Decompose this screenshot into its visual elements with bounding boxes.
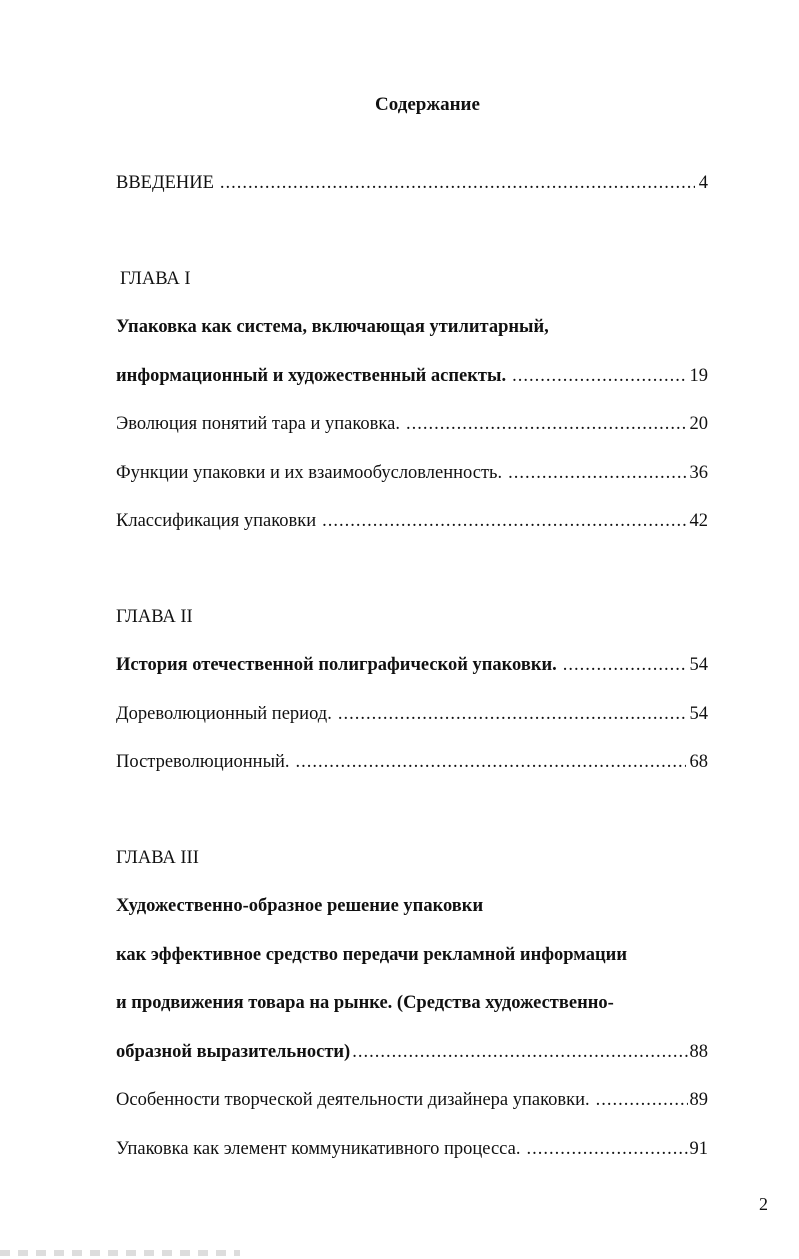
- chapter-label: ГЛАВА II: [116, 607, 193, 627]
- toc-leader-dots: [296, 749, 686, 775]
- toc-entry-intro: [116, 170, 708, 196]
- toc-entry-page: 91: [689, 1139, 708, 1159]
- toc-entry-page: 20: [689, 414, 708, 434]
- toc-entry: [116, 411, 708, 437]
- toc-entry: [116, 508, 708, 534]
- scan-artifact: [0, 1250, 240, 1256]
- toc-entry: [116, 701, 708, 727]
- page-number: 2: [759, 1194, 768, 1214]
- toc-leader-dots: [322, 508, 685, 534]
- toc-leader-dots: [508, 460, 685, 486]
- toc-entry-page: 89: [689, 1090, 708, 1110]
- toc-entry-text: Особенности творческой деятельности дизайнера упаковки.: [116, 1090, 590, 1110]
- toc-entry: [116, 1087, 708, 1113]
- toc-leader-dots: [512, 363, 685, 389]
- toc-entry-page: 54: [689, 704, 708, 724]
- chapter-heading-line: как эффективное средство передачи рекламной информации: [116, 945, 627, 965]
- toc-leader-dots: [563, 652, 686, 678]
- toc-entry-page: 88: [689, 1042, 708, 1062]
- toc-entry-text: История отечественной полиграфической упаковки.: [116, 655, 557, 675]
- toc-entry-text: Эволюция понятий тара и упаковка.: [116, 414, 400, 434]
- chapter-label: ГЛАВА I: [120, 269, 191, 289]
- toc-entry-text: Упаковка как элемент коммуникативного процесса.: [116, 1139, 521, 1159]
- toc-leader-dots: [338, 701, 686, 727]
- toc-entry-page: 42: [689, 511, 708, 531]
- toc-entry-text: Постреволюционный.: [116, 752, 290, 772]
- toc-leader-dots: [526, 1136, 687, 1162]
- toc-entry-page: 36: [689, 463, 708, 483]
- toc-leader-dots: [220, 170, 695, 196]
- toc-entry-text: Классификация упаковки: [116, 511, 317, 531]
- chapter-heading-line: Художественно-образное решение упаковки: [116, 896, 484, 916]
- toc-entry-chapter-heading: [116, 652, 708, 678]
- chapter-heading-line: и продвижения товара на рынке. (Средства художественно-: [116, 993, 614, 1013]
- toc-entry-text: образной выразительности): [116, 1042, 351, 1062]
- toc-entry-text: Дореволюционный период.: [116, 704, 332, 724]
- toc-entry-chapter-heading: [116, 1039, 708, 1065]
- toc-leader-dots: [352, 1039, 687, 1065]
- toc-entry: [116, 749, 708, 775]
- toc-entry-text: Функции упаковки и их взаимообусловленность.: [116, 463, 503, 483]
- toc-entry-page: 4: [698, 173, 708, 193]
- toc-leader-dots: [596, 1087, 688, 1113]
- toc-entry-chapter-heading: [116, 363, 708, 389]
- toc-entry-text: ВВЕДЕНИЕ: [116, 173, 214, 193]
- page-title: Содержание: [375, 94, 480, 115]
- toc-entry: [116, 460, 708, 486]
- toc-entry-page: 68: [689, 752, 708, 772]
- toc-entry-text: информационный и художественный аспекты.: [116, 366, 507, 386]
- toc-entry-page: 19: [689, 366, 708, 386]
- toc-leader-dots: [406, 411, 686, 437]
- chapter-label: ГЛАВА III: [116, 848, 199, 868]
- toc-entry: [116, 1136, 708, 1162]
- toc-entry-page: 54: [689, 655, 708, 675]
- chapter-heading-line: Упаковка как система, включающая утилитарный,: [116, 317, 549, 337]
